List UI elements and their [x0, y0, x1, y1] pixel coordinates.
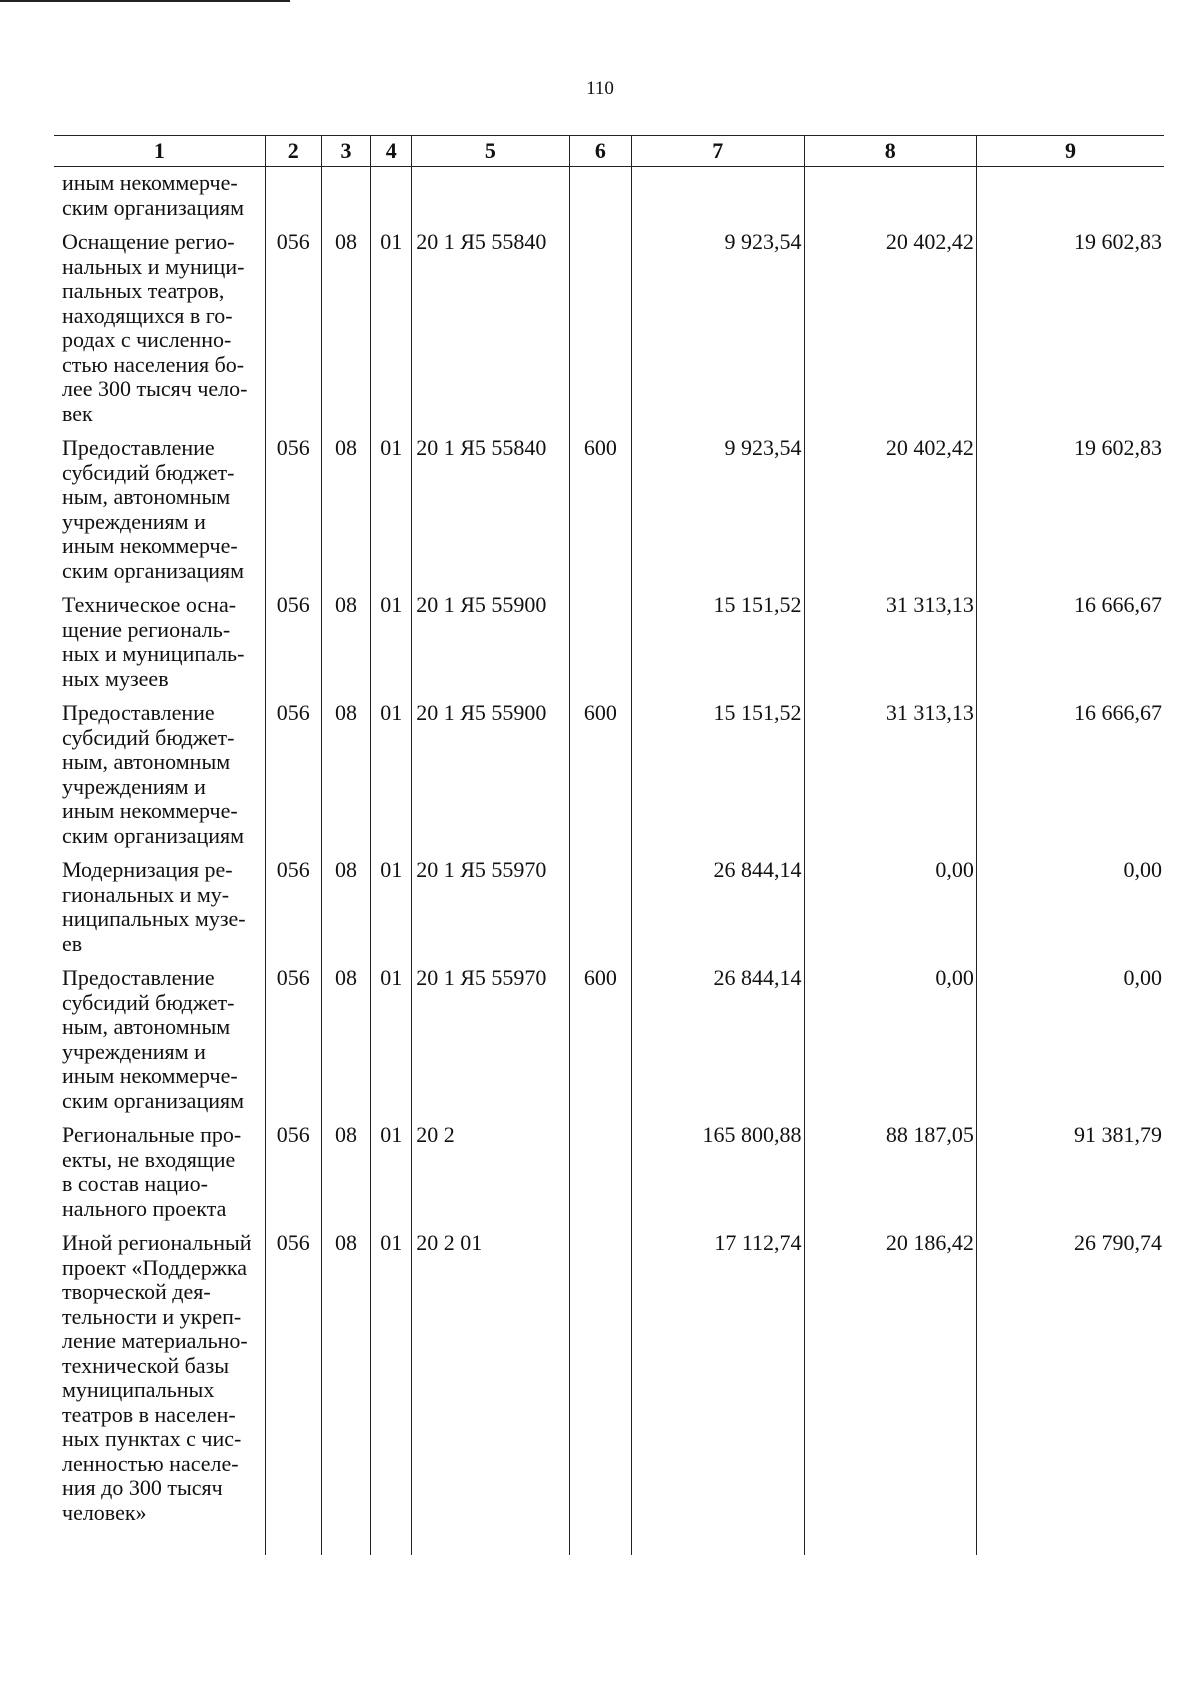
empty-cell	[569, 1535, 632, 1555]
row-target-article	[412, 167, 569, 231]
row-section-code: 08	[321, 230, 371, 436]
table-continuation	[54, 1535, 1164, 1555]
row-amount-col9: 0,00	[976, 966, 1164, 1123]
table-row	[54, 436, 1164, 593]
row-subsection-code: 01	[371, 966, 412, 1123]
row-amount-col9: 19 602,83	[976, 230, 1164, 436]
column-header: 5	[412, 136, 569, 167]
row-amount-col9	[976, 167, 1164, 231]
row-section-code: 08	[321, 858, 371, 966]
table-row	[54, 167, 1164, 231]
row-name: Региональные про- екты, не входящие в состав нацио- нального проекта	[62, 1122, 242, 1221]
row-amount-col9: 19 602,83	[976, 436, 1164, 593]
row-amount-col7: 15 151,52	[632, 701, 804, 858]
scan-edge-line	[0, 0, 290, 2]
row-expense-type	[569, 593, 632, 701]
row-admin-code: 056	[265, 230, 321, 436]
row-amount-col9: 26 790,74	[976, 1231, 1164, 1535]
table-row	[54, 593, 1164, 701]
row-amount-col7	[632, 167, 804, 231]
table-row	[54, 966, 1164, 1123]
column-header: 4	[371, 136, 412, 167]
budget-table	[54, 135, 1164, 1555]
row-name: Оснащение регио- нальных и муници- пальных театров, находящихся в го- родах с численно- стью населения бо- лее 300 тысяч чело- век	[62, 229, 248, 426]
row-expense-type	[569, 167, 632, 231]
empty-cell	[804, 1535, 976, 1555]
row-amount-col7: 26 844,14	[632, 858, 804, 966]
column-header: 8	[804, 136, 976, 167]
row-amount-col7: 9 923,54	[632, 230, 804, 436]
table-row	[54, 858, 1164, 966]
row-amount-col8: 20 402,42	[804, 436, 976, 593]
row-amount-col8: 31 313,13	[804, 701, 976, 858]
row-admin-code: 056	[265, 436, 321, 593]
row-amount-col7: 15 151,52	[632, 593, 804, 701]
row-name: Иной региональный проект «Поддержка творческой дея- тельности и укреп- ление материально- технической базы муниципальных театров в населен- ных пунктах с чис- ленностью населе- ния до 300 тысяч человек»	[62, 1230, 252, 1525]
table-row	[54, 701, 1164, 858]
row-admin-code: 056	[265, 966, 321, 1123]
row-amount-col8: 0,00	[804, 858, 976, 966]
row-subsection-code: 01	[371, 230, 412, 436]
table-row	[54, 1123, 1164, 1231]
row-expense-type: 600	[569, 966, 632, 1123]
row-section-code: 08	[321, 1231, 371, 1535]
row-name: Предоставление субсидий бюджет- ным, автономным учреждениям и иным некоммерче- ским организациям	[62, 435, 245, 583]
row-section-code: 08	[321, 593, 371, 701]
row-amount-col9: 0,00	[976, 858, 1164, 966]
table-row	[54, 230, 1164, 436]
row-amount-col8: 31 313,13	[804, 593, 976, 701]
empty-cell	[265, 1535, 321, 1555]
row-admin-code: 056	[265, 858, 321, 966]
row-target-article: 20 2	[412, 1123, 569, 1231]
row-target-article: 20 1 Я5 55840	[412, 436, 569, 593]
row-amount-col7: 9 923,54	[632, 436, 804, 593]
row-expense-type: 600	[569, 701, 632, 858]
row-amount-col9: 16 666,67	[976, 593, 1164, 701]
row-amount-col9: 16 666,67	[976, 701, 1164, 858]
row-section-code: 08	[321, 701, 371, 858]
row-amount-col9: 91 381,79	[976, 1123, 1164, 1231]
column-header: 6	[569, 136, 632, 167]
empty-cell	[632, 1535, 804, 1555]
row-name: Модернизация ре- гиональных и му- ниципальных музе- ев	[62, 857, 246, 956]
row-name: иным некоммерче- ским организациям	[62, 170, 245, 220]
row-section-code: 08	[321, 436, 371, 593]
row-name: Техническое осна- щение региональ- ных и муниципаль- ных музеев	[62, 592, 245, 691]
row-name: Предоставление субсидий бюджет- ным, автономным учреждениям и иным некоммерче- ским организациям	[62, 700, 245, 848]
row-amount-col8: 88 187,05	[804, 1123, 976, 1231]
column-header: 7	[632, 136, 804, 167]
row-subsection-code: 01	[371, 436, 412, 593]
row-subsection-code: 01	[371, 1123, 412, 1231]
column-header: 2	[265, 136, 321, 167]
column-header: 3	[321, 136, 371, 167]
row-section-code: 08	[321, 1123, 371, 1231]
row-subsection-code: 01	[371, 1231, 412, 1535]
row-expense-type	[569, 1231, 632, 1535]
row-subsection-code: 01	[371, 593, 412, 701]
row-admin-code: 056	[265, 1231, 321, 1535]
row-expense-type	[569, 858, 632, 966]
empty-cell	[371, 1535, 412, 1555]
row-subsection-code: 01	[371, 858, 412, 966]
row-section-code	[321, 167, 371, 231]
row-target-article: 20 1 Я5 55900	[412, 593, 569, 701]
row-amount-col8: 20 186,42	[804, 1231, 976, 1535]
row-amount-col7: 17 112,74	[632, 1231, 804, 1535]
table-row	[54, 1231, 1164, 1535]
row-target-article: 20 1 Я5 55900	[412, 701, 569, 858]
column-header: 1	[54, 136, 265, 167]
row-expense-type	[569, 230, 632, 436]
row-admin-code: 056	[265, 1123, 321, 1231]
row-expense-type: 600	[569, 436, 632, 593]
row-name: Предоставление субсидий бюджет- ным, автономным учреждениям и иным некоммерче- ским организациям	[62, 965, 245, 1113]
row-target-article: 20 1 Я5 55970	[412, 858, 569, 966]
row-expense-type	[569, 1123, 632, 1231]
row-amount-col8: 0,00	[804, 966, 976, 1123]
column-header: 9	[976, 136, 1164, 167]
row-amount-col8: 20 402,42	[804, 230, 976, 436]
row-admin-code: 056	[265, 701, 321, 858]
row-section-code: 08	[321, 966, 371, 1123]
table-body	[54, 167, 1164, 1556]
empty-cell	[412, 1535, 569, 1555]
empty-cell	[321, 1535, 371, 1555]
row-target-article: 20 1 Я5 55970	[412, 966, 569, 1123]
row-target-article: 20 1 Я5 55840	[412, 230, 569, 436]
row-admin-code: 056	[265, 593, 321, 701]
row-amount-col7: 26 844,14	[632, 966, 804, 1123]
row-subsection-code: 01	[371, 701, 412, 858]
row-target-article: 20 2 01	[412, 1231, 569, 1535]
header-row	[54, 136, 1164, 167]
row-admin-code	[265, 167, 321, 231]
page-number: 110	[586, 78, 614, 99]
row-amount-col7: 165 800,88	[632, 1123, 804, 1231]
empty-cell	[54, 1535, 265, 1555]
empty-cell	[976, 1535, 1164, 1555]
row-amount-col8	[804, 167, 976, 231]
row-subsection-code	[371, 167, 412, 231]
